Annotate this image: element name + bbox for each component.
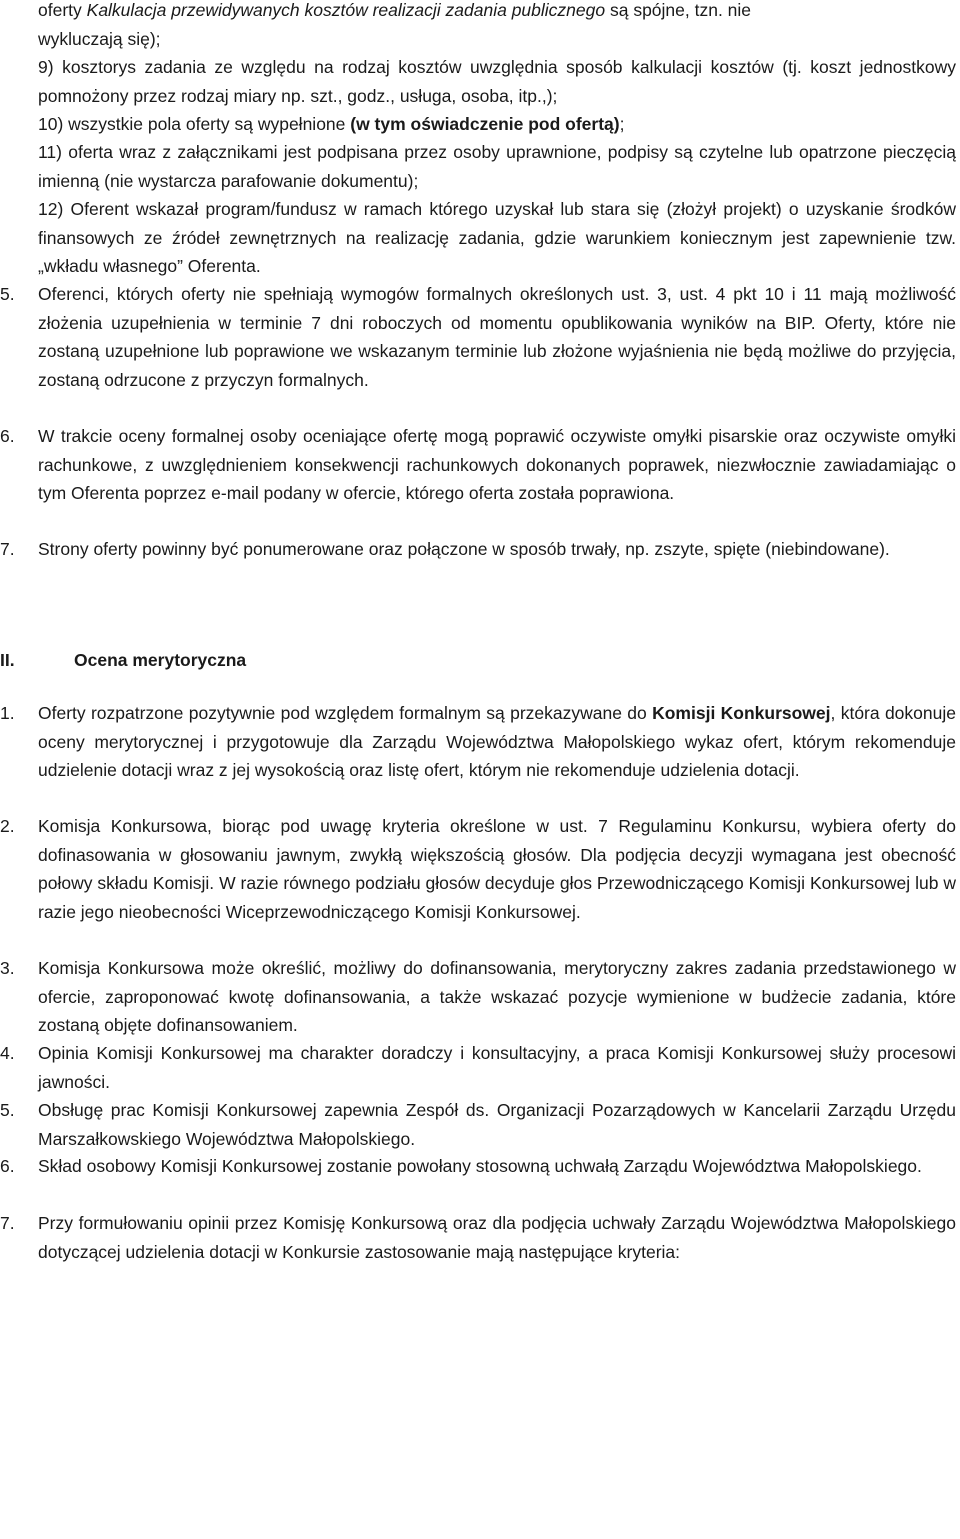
- list-item-text: ;: [619, 114, 625, 134]
- text-span: , która dokonuje oceny merytorycznej i przygotowuje dla Zarządu Województwa Małopolskiego wykaz ofert, którym rekomenduje udzielenie dotacji wraz z jej wysokością oraz listę ofert, którym nie rekomenduje udzielenia dotacji.: [38, 703, 956, 780]
- paragraph-number: 2.: [0, 816, 15, 836]
- paragraph-number: 7.: [0, 539, 15, 559]
- paragraph-text: [38, 699, 956, 785]
- paragraph-text: Przy formułowaniu opinii przez Komisję Konkursową oraz dla podjęcia uchwały Zarządu Województwa Małopolskiego dotyczącej udzielenia dotacji w Konkursie zastosowanie mają następujące kryteria:: [38, 1213, 956, 1262]
- list-item-text: oferta wraz z załącznikami jest podpisana przez osoby uprawnione, podpisy są czytelne lub opatrzone pieczęcią imienną (nie wystarcza parafowanie dokumentu);: [38, 142, 956, 191]
- list-item-text: wszystkie pola oferty są wypełnione: [68, 114, 351, 134]
- numbered-paragraph-5: [0, 280, 956, 394]
- paragraph-text: Komisja Konkursowa może określić, możliwy do dofinansowania, merytoryczny zakres zadania przedstawionego w ofercie, zaproponować kwotę dofinansowania, a także wskazać pozycje wymienione w budżecie zadania, które zostaną objęte dofinansowaniem.: [38, 958, 956, 1035]
- paragraph-text: Opinia Komisji Konkursowej ma charakter doradczy i konsultacyjny, a praca Komisji Konkursowej służy procesowi jawności.: [38, 1043, 956, 1092]
- continuation-paragraph: [38, 0, 956, 53]
- merit-paragraph-5: [0, 1096, 956, 1153]
- text-span: Oferty rozpatrzone pozytywnie pod względem formalnym są przekazywane do: [38, 703, 653, 723]
- paragraph-number: 5.: [0, 1100, 15, 1120]
- list-item-11: [38, 138, 956, 195]
- numbered-paragraph-6: [0, 422, 956, 508]
- merit-paragraph-6: [0, 1152, 956, 1181]
- merit-paragraph-1: [0, 699, 956, 785]
- paragraph-text: Strony oferty powinny być ponumerowane oraz połączone w sposób trwały, np. zszyte, spięte (niebindowane).: [38, 539, 890, 559]
- paragraph-number: 6.: [0, 1156, 15, 1176]
- paragraph-number: 1.: [0, 703, 15, 723]
- section-title: Ocena merytoryczna: [74, 650, 247, 670]
- merit-paragraph-3: [0, 954, 956, 1040]
- list-number: 9): [38, 57, 54, 77]
- paragraph-text: Komisja Konkursowa, biorąc pod uwagę kryteria określone w ust. 7 Regulaminu Konkursu, wybiera oferty do dofinasowania w głosowaniu jawnym, zwykłą większością głosów. Dla podjęcia decyzji wymagana jest obecność połowy składu Komisji. W razie równego podziału głosów decyduje głos Przewodniczącego Komisji Konkursowej lub w razie jego nieobecności Wiceprzewodniczącego Komisji Konkursowej.: [38, 816, 956, 922]
- list-item-9: [38, 53, 956, 110]
- merit-paragraph-4: [0, 1039, 956, 1096]
- list-number: 11): [38, 142, 62, 162]
- text-span: oferty: [38, 0, 87, 20]
- list-item-text: kosztorys zadania ze względu na rodzaj kosztów uwzględnia sposób kalkulacji kosztów (tj. koszt jednostkowy pomnożony przez rodzaj miary np. szt., godz., usługa, osoba, itp.,);: [38, 57, 956, 106]
- bold-text: (w tym oświadczenie pod ofertą): [350, 114, 620, 134]
- list-number: 12): [38, 199, 64, 219]
- numbered-paragraph-7: [0, 535, 956, 564]
- text-span: wykluczają się);: [38, 28, 161, 49]
- text-span: są spójne, tzn. nie: [605, 0, 752, 20]
- list-item-text: Oferent wskazał program/fundusz w ramach którego uzyskał lub stara się (złożył projekt) o uzyskanie środków finansowych ze źródeł zewnętrznych na realizację zadania, gdzie warunkiem koniecznym jest zapewnienie tzw. „wkładu własnego” Oferenta.: [38, 199, 956, 276]
- paragraph-number: 7.: [0, 1213, 15, 1233]
- section-heading: [0, 646, 956, 675]
- paragraph-text: Skład osobowy Komisji Konkursowej zostanie powołany stosowną uchwałą Zarządu Województwa Małopolskiego.: [38, 1156, 922, 1176]
- merit-paragraph-7: [0, 1209, 956, 1266]
- paragraph-text: Oferenci, których oferty nie spełniają wymogów formalnych określonych ust. 3, ust. 4 pkt 10 i 11 mają możliwość złożenia uzupełnienia w terminie 7 dni roboczych od momentu opublikowania wyników na BIP. Oferty, które nie zostaną uzupełnione lub poprawione we wskazanym terminie lub złożone wyjaśnienia nie będą możliwe do przyjęcia, zostaną odrzucone z przyczyn formalnych.: [38, 284, 956, 390]
- paragraph-number: 4.: [0, 1043, 15, 1063]
- paragraph-text: Obsługę prac Komisji Konkursowej zapewnia Zespół ds. Organizacji Pozarządowych w Kancelarii Zarządu Urzędu Marszałkowskiego Województwa Małopolskiego.: [38, 1100, 956, 1149]
- merit-paragraph-2: [0, 812, 956, 926]
- paragraph-number: 3.: [0, 958, 15, 978]
- list-number: 10): [38, 114, 64, 134]
- list-item-10: [38, 110, 956, 139]
- italic-document-title: Kalkulacja przewidywanych kosztów realizacji zadania publicznego: [86, 0, 606, 20]
- bold-text: Komisji Konkursowej: [652, 703, 831, 723]
- list-item-12: [38, 195, 956, 281]
- paragraph-number: 6.: [0, 426, 15, 446]
- paragraph-text: W trakcie oceny formalnej osoby oceniające ofertę mogą poprawić oczywiste omyłki pisarskie oraz oczywiste omyłki rachunkowe, z uwzględnieniem konsekwencji rachunkowych dokonanych poprawek, niezwłocznie zawiadamiając o tym Oferenta poprzez e-mail podany w ofercie, którego oferta została poprawiona.: [38, 426, 956, 503]
- paragraph-number: 5.: [0, 284, 15, 304]
- section-number: II.: [0, 650, 15, 670]
